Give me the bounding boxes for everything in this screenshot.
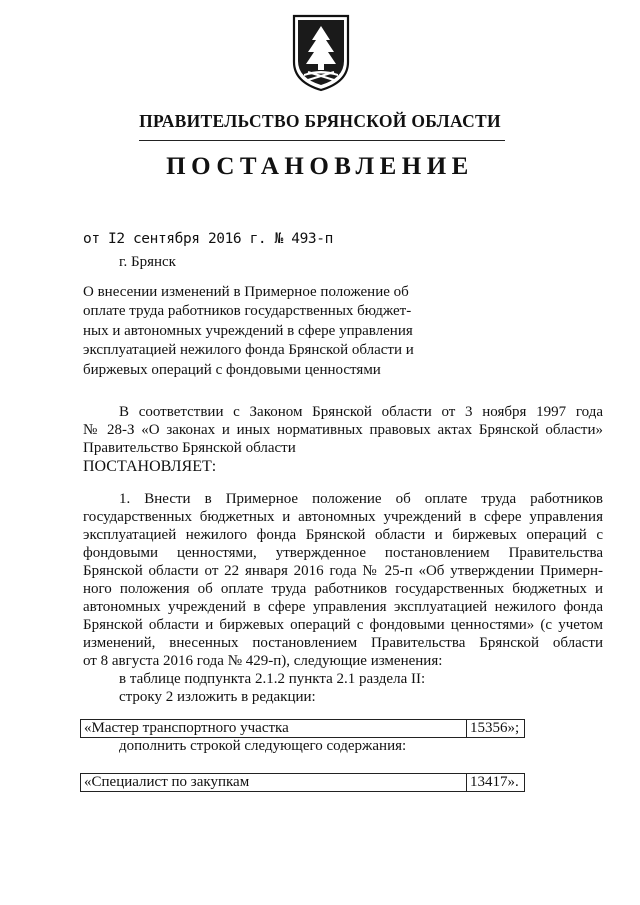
item-line: фондовыми ценностями, утвержденное постановлением Правительства xyxy=(83,545,603,561)
preamble-line: Правительство Брянской области xyxy=(83,440,296,456)
add-row-instruction: дополнить строкой следующего содержания: xyxy=(119,738,407,754)
added-row-table xyxy=(80,773,525,792)
preamble-line: № 28-З «О законах и иных нормативных правовых актах Брянской области» xyxy=(83,422,603,438)
position-name-cell: «Мастер транспортного участка xyxy=(81,720,467,738)
government-title: ПРАВИТЕЛЬСТВО БРЯНСКОЙ ОБЛАСТИ xyxy=(139,111,501,131)
document-type-title: ПОСТАНОВЛЕНИЕ xyxy=(166,153,474,180)
item-line: строку 2 изложить в редакции: xyxy=(119,689,316,705)
item-line: от 8 августа 2016 года № 429-п), следующие изменения: xyxy=(83,653,443,669)
preamble-line: В соответствии с Законом Брянской области от 3 ноября 1997 года xyxy=(119,404,603,420)
item-line: эксплуатацией нежилого фонда Брянской области и биржевых операций с xyxy=(83,527,603,543)
salary-cell: 15356»; xyxy=(467,720,525,738)
document-date-number: от I2 сентября 2016 г. № 493-п xyxy=(83,231,333,247)
subject-line: оплате труда работников государственных бюджет- xyxy=(83,303,412,320)
salary-cell: 13417». xyxy=(467,774,525,792)
subject-line: ных и автономных учреждений в сфере управления xyxy=(83,322,413,339)
item-line: ного положения об оплате труда работников государственных бюджетных и xyxy=(83,581,603,597)
subject-line: эксплуатацией нежилого фонда Брянской области и xyxy=(83,342,414,359)
item-line: 1. Внести в Примерное положение об оплате труда работников xyxy=(119,491,603,507)
item-line: в таблице подпункта 2.1.2 пункта 2.1 раздела II: xyxy=(119,671,426,687)
subject-line: биржевых операций с фондовыми ценностями xyxy=(83,361,381,378)
item-line: автономных учреждений в сфере управления эксплуатацией нежилого фонда xyxy=(83,599,603,615)
item-line: Брянской области от 22 января 2016 года № 25-п «Об утверждении Примерн- xyxy=(83,563,603,579)
item-line: Брянской области и биржевых операций с фондовыми ценностями» (с учетом xyxy=(83,617,603,633)
document-city: г. Брянск xyxy=(119,254,176,270)
resolves-heading: ПОСТАНОВЛЯЕТ: xyxy=(83,458,217,475)
header-divider xyxy=(139,140,505,141)
item-line: изменений, внесенных постановлением Правительства Брянской области xyxy=(83,635,603,651)
position-name-cell: «Специалист по закупкам xyxy=(81,774,467,792)
coat-of-arms-icon xyxy=(292,14,350,92)
table-row xyxy=(81,774,525,792)
replacement-row-table xyxy=(80,719,525,738)
item-line: государственных бюджетных и автономных учреждений в сфере управления xyxy=(83,509,603,525)
document-subject xyxy=(83,283,423,380)
table-row xyxy=(81,720,525,738)
subject-line: О внесении изменений в Примерное положение об xyxy=(83,284,409,300)
